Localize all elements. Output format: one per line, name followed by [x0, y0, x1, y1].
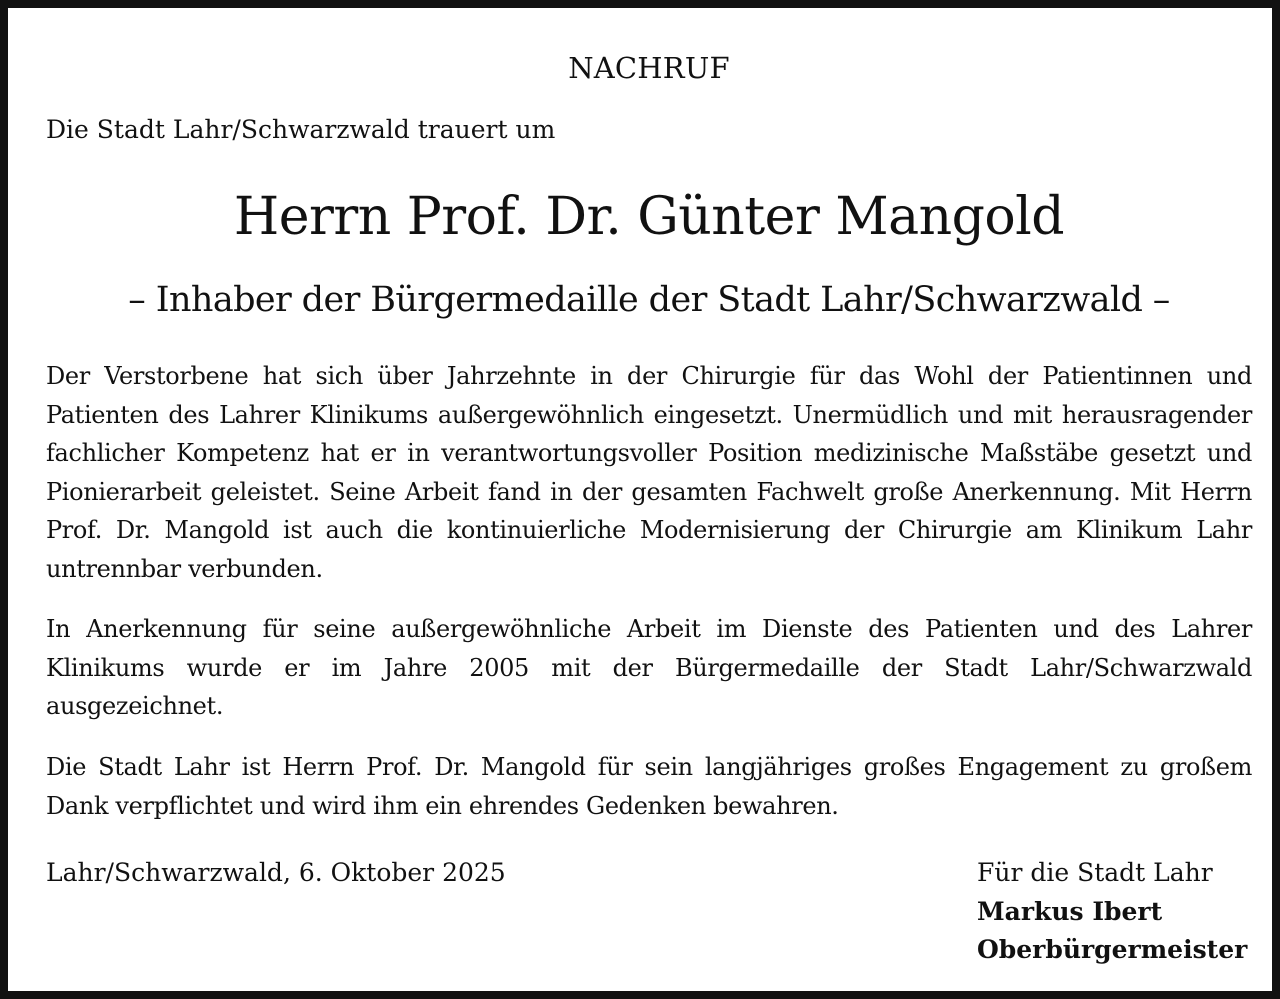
paragraph-career: Der Verstorbene hat sich über Jahrzehnte in der Chirurgie für das Wohl der Patientinnen und Patienten des Lahrer Klinikums außergewöhnlich eingesetzt. Unermüdlich und mit herausragender fachlicher Kompetenz hat er in verantwortungsvoller Position medizinische Maßstäbe gesetzt und Pionierarbeit geleistet. Seine Arbeit fand in der gesamten Fachwelt große Anerkennung. Mit Herrn Prof. Dr. Mangold ist auch die kontinuierliche Modernisierung der Chirurgie am Klinikum Lahr untrennbar verbunden.: [46, 362, 1252, 583]
place-date: Lahr/Schwarzwald, 6. Oktober 2025: [46, 858, 506, 887]
signature-block: [977, 854, 1247, 970]
honor-subtitle: – Inhaber der Bürgermedaille der Stadt Lahr/Schwarzwald –: [128, 280, 1170, 320]
signature-title: Oberbürgermeister: [977, 935, 1248, 964]
notice-heading: NACHRUF: [568, 51, 730, 85]
signature-name: Markus Ibert: [977, 896, 1163, 926]
paragraph-medal: In Anerkennung für seine außergewöhnliche Arbeit im Dienste des Patienten und des Lahrer Klinikums wurde er im Jahre 2005 mit der Bürgermedaille der Stadt Lahr/Schwarzwald ausgezeichnet.: [46, 615, 1252, 720]
intro-text: Die Stadt Lahr/Schwarzwald trauert um: [46, 115, 556, 144]
paragraph-gratitude: Die Stadt Lahr ist Herrn Prof. Dr. Mangold für sein langjähriges großes Engagement zu großem Dank verpflichtet und wird ihm ein ehrendes Gedenken bewahren.: [46, 753, 1252, 820]
deceased-name: Herrn Prof. Dr. Günter Mangold: [233, 187, 1065, 247]
signature-on-behalf: Für die Stadt Lahr: [977, 858, 1213, 887]
